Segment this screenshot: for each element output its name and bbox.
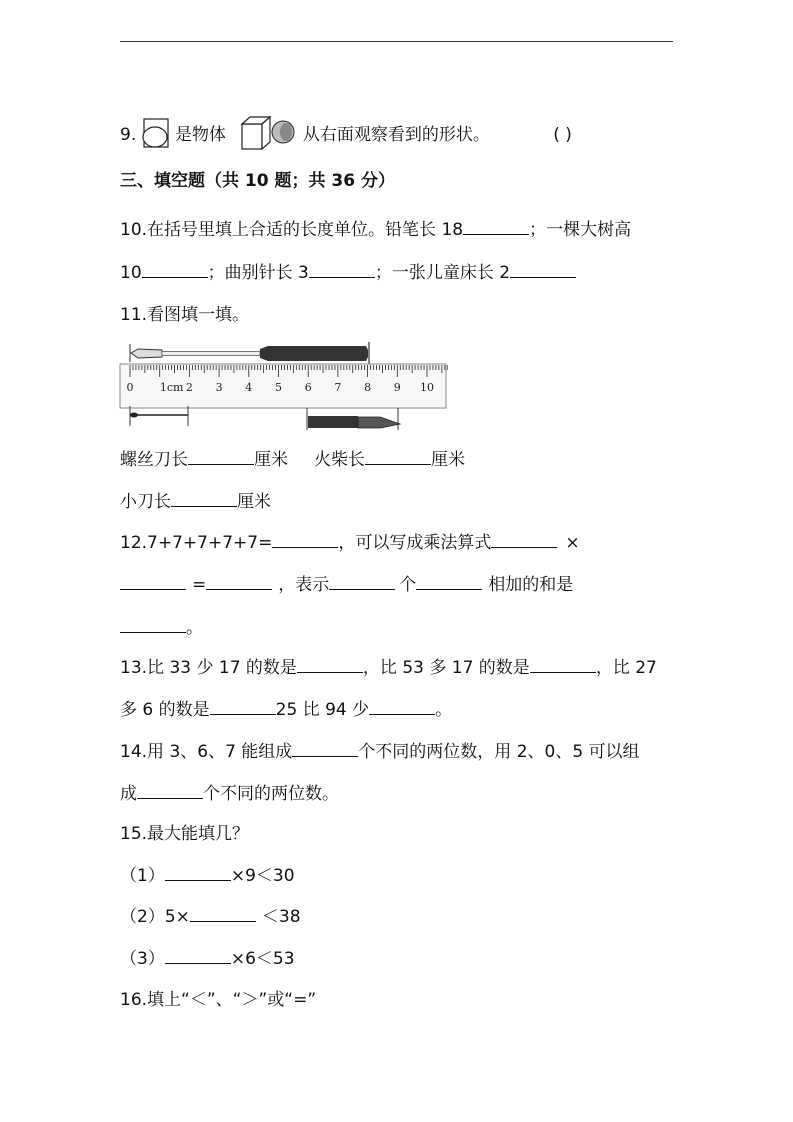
q15-text-3: （2）5×: [120, 907, 190, 927]
q13-text-1: 13.比 33 少 17 的数是: [120, 658, 297, 678]
ruler-label: 0: [126, 381, 134, 394]
ruler-label: 9: [393, 381, 401, 394]
q10-text-4: ；曲别针长 3: [207, 263, 309, 283]
q9-text-1: 是物体: [175, 125, 227, 145]
q10-text-5: ；一张儿童床长 2: [374, 263, 511, 283]
question-9: [120, 116, 572, 150]
q14-text-1: 14.用 3、6、7 能组成: [120, 742, 293, 762]
cylinder-and-box-icon: [239, 116, 297, 150]
question-13-line-1: [120, 656, 657, 680]
q12-text-6: 个: [399, 575, 417, 595]
question-12-line-2: [120, 573, 573, 597]
q12-text-4: =: [192, 575, 207, 595]
question-15-item-1: [120, 864, 295, 888]
q10-text-2: ；一棵大树高: [529, 220, 632, 240]
ruler-label: 8: [364, 381, 372, 394]
q12-text-7: 相加的和是: [488, 575, 574, 595]
q12-text-1: 12.7+7+7+7+7=: [120, 533, 273, 553]
q11-blank-3[interactable]: [171, 490, 237, 507]
q15-blank-2[interactable]: [190, 905, 256, 922]
q13-blank-3[interactable]: [210, 698, 276, 715]
q11-text-6: 厘米: [237, 492, 271, 512]
q11-text-4: 厘米: [431, 450, 465, 470]
question-16-title: 16.填上“＜”、“＞”或“=”: [120, 990, 317, 1010]
q12-blank-7[interactable]: [120, 616, 186, 633]
q10-text-3: 10: [120, 263, 142, 283]
q10-blank-1[interactable]: [463, 218, 529, 235]
q9-answer-paren[interactable]: ( ): [553, 125, 572, 145]
q11-blank-2[interactable]: [365, 448, 431, 465]
q12-blank-3[interactable]: [120, 573, 186, 590]
q10-blank-2[interactable]: [142, 261, 208, 278]
ruler-label: 4: [245, 381, 253, 394]
question-12-line-3: [120, 616, 203, 640]
q11-text-2: 厘米: [254, 450, 288, 470]
q12-text-8: 。: [186, 618, 203, 638]
q12-blank-1[interactable]: [272, 531, 338, 548]
q12-blank-6[interactable]: [416, 573, 482, 590]
section-heading: 三、填空题（共 10 题；共 36 分）: [120, 171, 395, 191]
q13-text-4: 多 6 的数是: [120, 700, 210, 720]
q10-blank-3[interactable]: [309, 261, 375, 278]
q15-text-1: （1）: [120, 866, 165, 886]
question-15-item-3: [120, 947, 295, 971]
q12-text-5: ，表示: [278, 575, 330, 595]
q14-text-3: 成: [120, 784, 137, 804]
q9-number: 9.: [120, 125, 137, 145]
q13-text-6: 。: [435, 700, 453, 720]
header-rule: [120, 41, 673, 42]
ruler-label: 10: [420, 381, 434, 394]
question-12-line-1: [120, 531, 580, 555]
q11-text-3: 火柴长: [314, 450, 365, 470]
question-10-line-1: [120, 218, 631, 242]
q15-blank-1[interactable]: [165, 864, 231, 881]
ruler-label: 2: [185, 381, 193, 394]
q12-blank-4[interactable]: [206, 573, 272, 590]
q13-text-3: ，比 27: [595, 658, 657, 678]
q15-text-4: ＜38: [261, 907, 301, 927]
q11-text-5: 小刀长: [120, 492, 171, 512]
q12-blank-2[interactable]: [491, 531, 557, 548]
question-11-line-1: [120, 448, 465, 472]
ruler-label: 5: [275, 381, 282, 394]
q10-blank-4[interactable]: [510, 261, 576, 278]
q13-blank-4[interactable]: [369, 698, 435, 715]
ruler-label: 3: [215, 381, 223, 394]
ruler-label: 6: [304, 381, 312, 394]
q13-text-2: ，比 53 多 17 的数是: [362, 658, 530, 678]
q15-text-6: ×6＜53: [230, 949, 295, 969]
q14-blank-1[interactable]: [292, 740, 358, 757]
question-11-line-2: [120, 490, 271, 514]
q13-blank-1[interactable]: [297, 656, 363, 673]
q11-text-1: 螺丝刀长: [120, 450, 188, 470]
q12-text-3: ×: [565, 533, 580, 553]
question-10-line-2: [120, 261, 576, 285]
q15-text-5: （3）: [120, 949, 165, 969]
ruler-label: 1cm: [159, 381, 184, 394]
circle-in-square-icon: [142, 118, 170, 148]
question-15-item-2: [120, 905, 301, 929]
q14-text-2: 个不同的两位数，用 2、0、5 可以组: [358, 742, 640, 762]
q10-text-1: 10.在括号里填上合适的长度单位。铅笔长 18: [120, 220, 464, 240]
q15-text-2: ×9＜30: [230, 866, 295, 886]
q12-text-2: ，可以写成乘法算式: [338, 533, 492, 553]
q11-blank-1[interactable]: [188, 448, 254, 465]
q12-blank-5[interactable]: [329, 573, 395, 590]
q15-blank-3[interactable]: [165, 947, 231, 964]
q14-text-4: 个不同的两位数。: [203, 784, 339, 804]
q14-blank-2[interactable]: [137, 782, 203, 799]
question-14-line-1: [120, 740, 640, 764]
ruler-label: 7: [334, 381, 342, 394]
question-15-title: 15.最大能填几？: [120, 824, 250, 844]
ruler-figure: [118, 336, 448, 432]
question-14-line-2: [120, 782, 339, 806]
q13-text-5: 25 比 94 少: [275, 700, 370, 720]
question-13-line-2: [120, 698, 452, 722]
q9-text-2: 从右面观察看到的形状。: [302, 125, 490, 145]
q13-blank-2[interactable]: [530, 656, 596, 673]
question-11-title: 11.看图填一填。: [120, 305, 250, 325]
